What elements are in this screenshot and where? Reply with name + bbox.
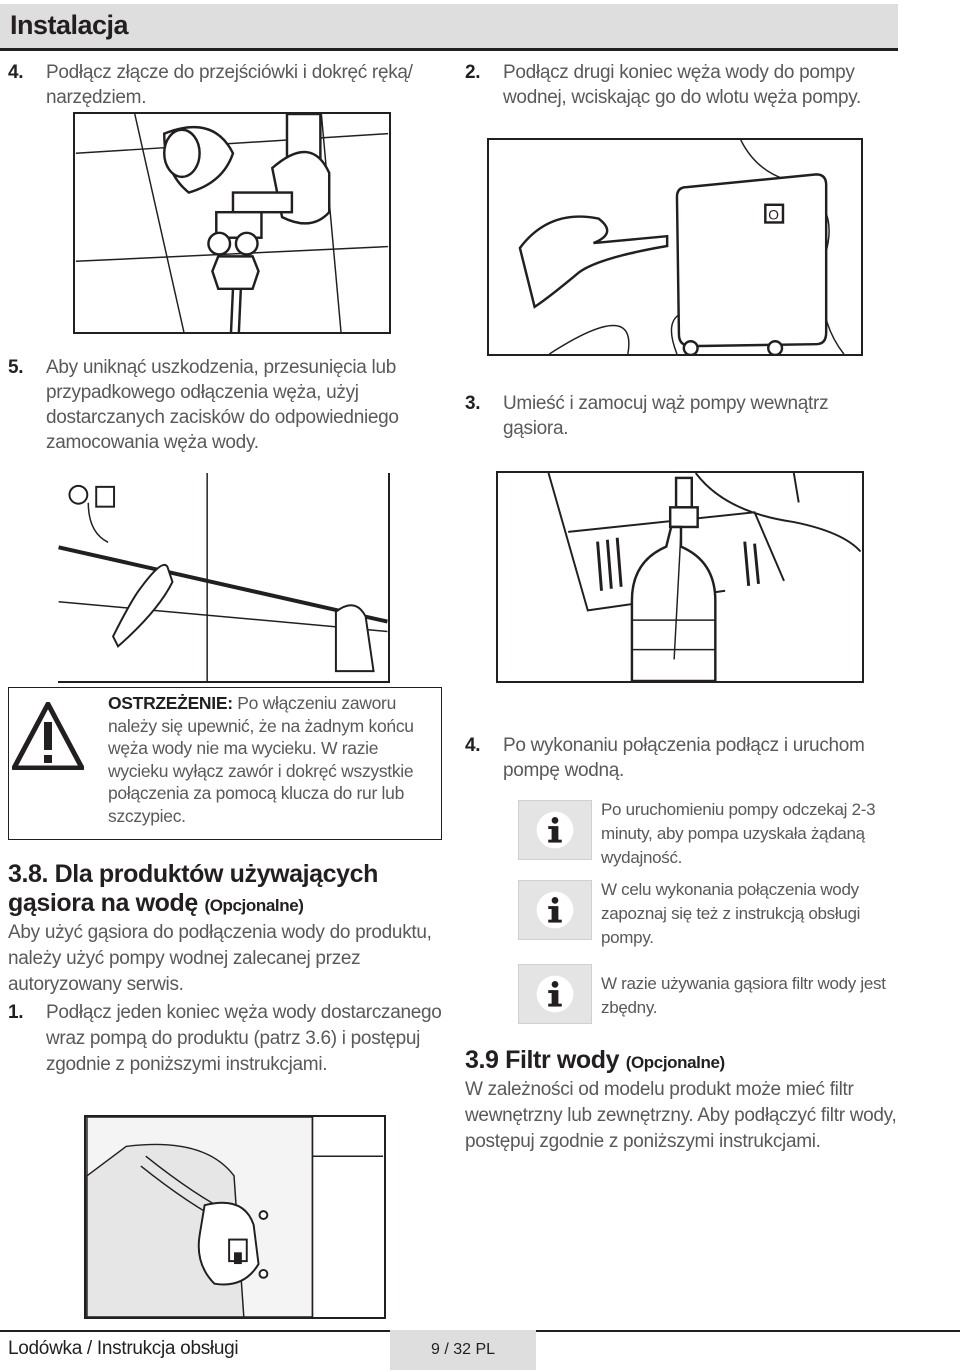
step-left-1 <box>8 1000 448 1078</box>
info-icon <box>519 801 591 859</box>
figure-fridge-connection <box>84 1115 386 1319</box>
header-bar <box>0 4 898 50</box>
step-left-4 <box>8 60 448 110</box>
info-icon <box>519 965 591 1023</box>
section-3-8-title <box>8 860 448 920</box>
step-number: 2. <box>465 62 481 83</box>
warning-text <box>108 692 436 827</box>
hose-clips-illustration <box>58 473 388 681</box>
fridge-connection-illustration <box>86 1117 384 1317</box>
figure-water-bottle <box>496 471 864 683</box>
section-3-8-optional: (Opcjonalne) <box>204 896 304 915</box>
section-3-8-body: Aby użyć gąsiora do podłączenia wody do produktu, należy użyć pompy wodnej zalecanej przez autoryzowany serwis. <box>8 922 432 995</box>
step-number: 4. <box>465 735 481 756</box>
step-text: Po wykonaniu połączenia podłącz i uruchom pompę wodną. <box>503 735 865 781</box>
section-3-9-optional: (Opcjonalne) <box>625 1053 725 1072</box>
info-box-1 <box>518 800 592 860</box>
info-box-2 <box>518 880 592 940</box>
header-rule <box>0 48 898 51</box>
page-title: Instalacja <box>10 10 129 40</box>
info-note-2: W celu wykonania połączenia wody zapoznaj się też z instrukcją obsługi pompy. <box>601 880 861 947</box>
step-left-5 <box>8 355 448 455</box>
info-note-3: W razie używania gąsiora filtr wody jest zbędny. <box>601 974 886 1017</box>
warning-label: OSTRZEŻENIE: <box>108 693 233 713</box>
warning-body: Po włączeniu zaworu należy się upewnić, że na żadnym końcu węża wody nie ma wycieku. W razie wycieku wyłącz zawór i dokręć wszystkie połączenia za pomocą klucza do rur lub szczypiec. <box>108 693 414 826</box>
info-box-3 <box>518 964 592 1024</box>
step-number: 5. <box>8 357 24 378</box>
footer-page-number: 9 / 32 PL <box>390 1330 536 1370</box>
bottle-illustration <box>498 473 862 681</box>
section-3-9-title <box>465 1046 905 1077</box>
step-text: Podłącz jeden koniec węża wody dostarczanego wraz pompą do produktu (patrz 3.6) i postępuj zgodnie z poniższymi instrukcjami. <box>46 1002 442 1075</box>
step-right-3 <box>465 391 895 441</box>
valve-illustration <box>75 114 389 332</box>
pump-illustration <box>489 140 861 354</box>
footer-doc-title: Lodówka / Instrukcja obsługi <box>8 1338 239 1359</box>
step-text: Podłącz złącze do przejściówki i dokręć ręką/ narzędziem. <box>46 62 413 108</box>
pump-switch-label: O <box>768 207 779 223</box>
step-number: 3. <box>465 393 481 414</box>
figure-hose-clips <box>58 473 390 683</box>
step-number: 1. <box>8 1002 24 1023</box>
step-right-2 <box>465 60 895 110</box>
section-3-8-heading: 3.8. Dla produktów używających gąsiora na wodę <box>8 860 379 917</box>
step-number: 4. <box>8 62 24 83</box>
step-right-4 <box>465 733 895 783</box>
step-text: Aby uniknąć uszkodzenia, przesunięcia lub przypadkowego odłączenia węża, użyj dostarczanych zacisków do odpowiedniego zamocowania węża wody. <box>46 357 399 453</box>
info-icon <box>519 881 591 939</box>
info-note-1: Po uruchomieniu pompy odczekaj 2-3 minuty, aby pompa uzyskała żądaną wydajność. <box>601 800 876 867</box>
warning-triangle-icon <box>12 702 84 770</box>
section-3-9-heading: 3.9 Filtr wody <box>465 1046 620 1074</box>
section-3-9-body: W zależności od modelu produkt może mieć filtr wewnętrzny lub zewnętrzny. Aby podłączyć filtr wody, postępuj zgodnie z poniższymi instrukcjami. <box>465 1079 897 1152</box>
step-text: Umieść i zamocuj wąż pompy wewnątrz gąsiora. <box>503 393 829 439</box>
step-text: Podłącz drugi koniec węża wody do pompy wodnej, wciskając go do wlotu węża pompy. <box>503 62 862 108</box>
figure-valve-connector <box>73 112 391 334</box>
figure-water-pump <box>487 138 863 356</box>
